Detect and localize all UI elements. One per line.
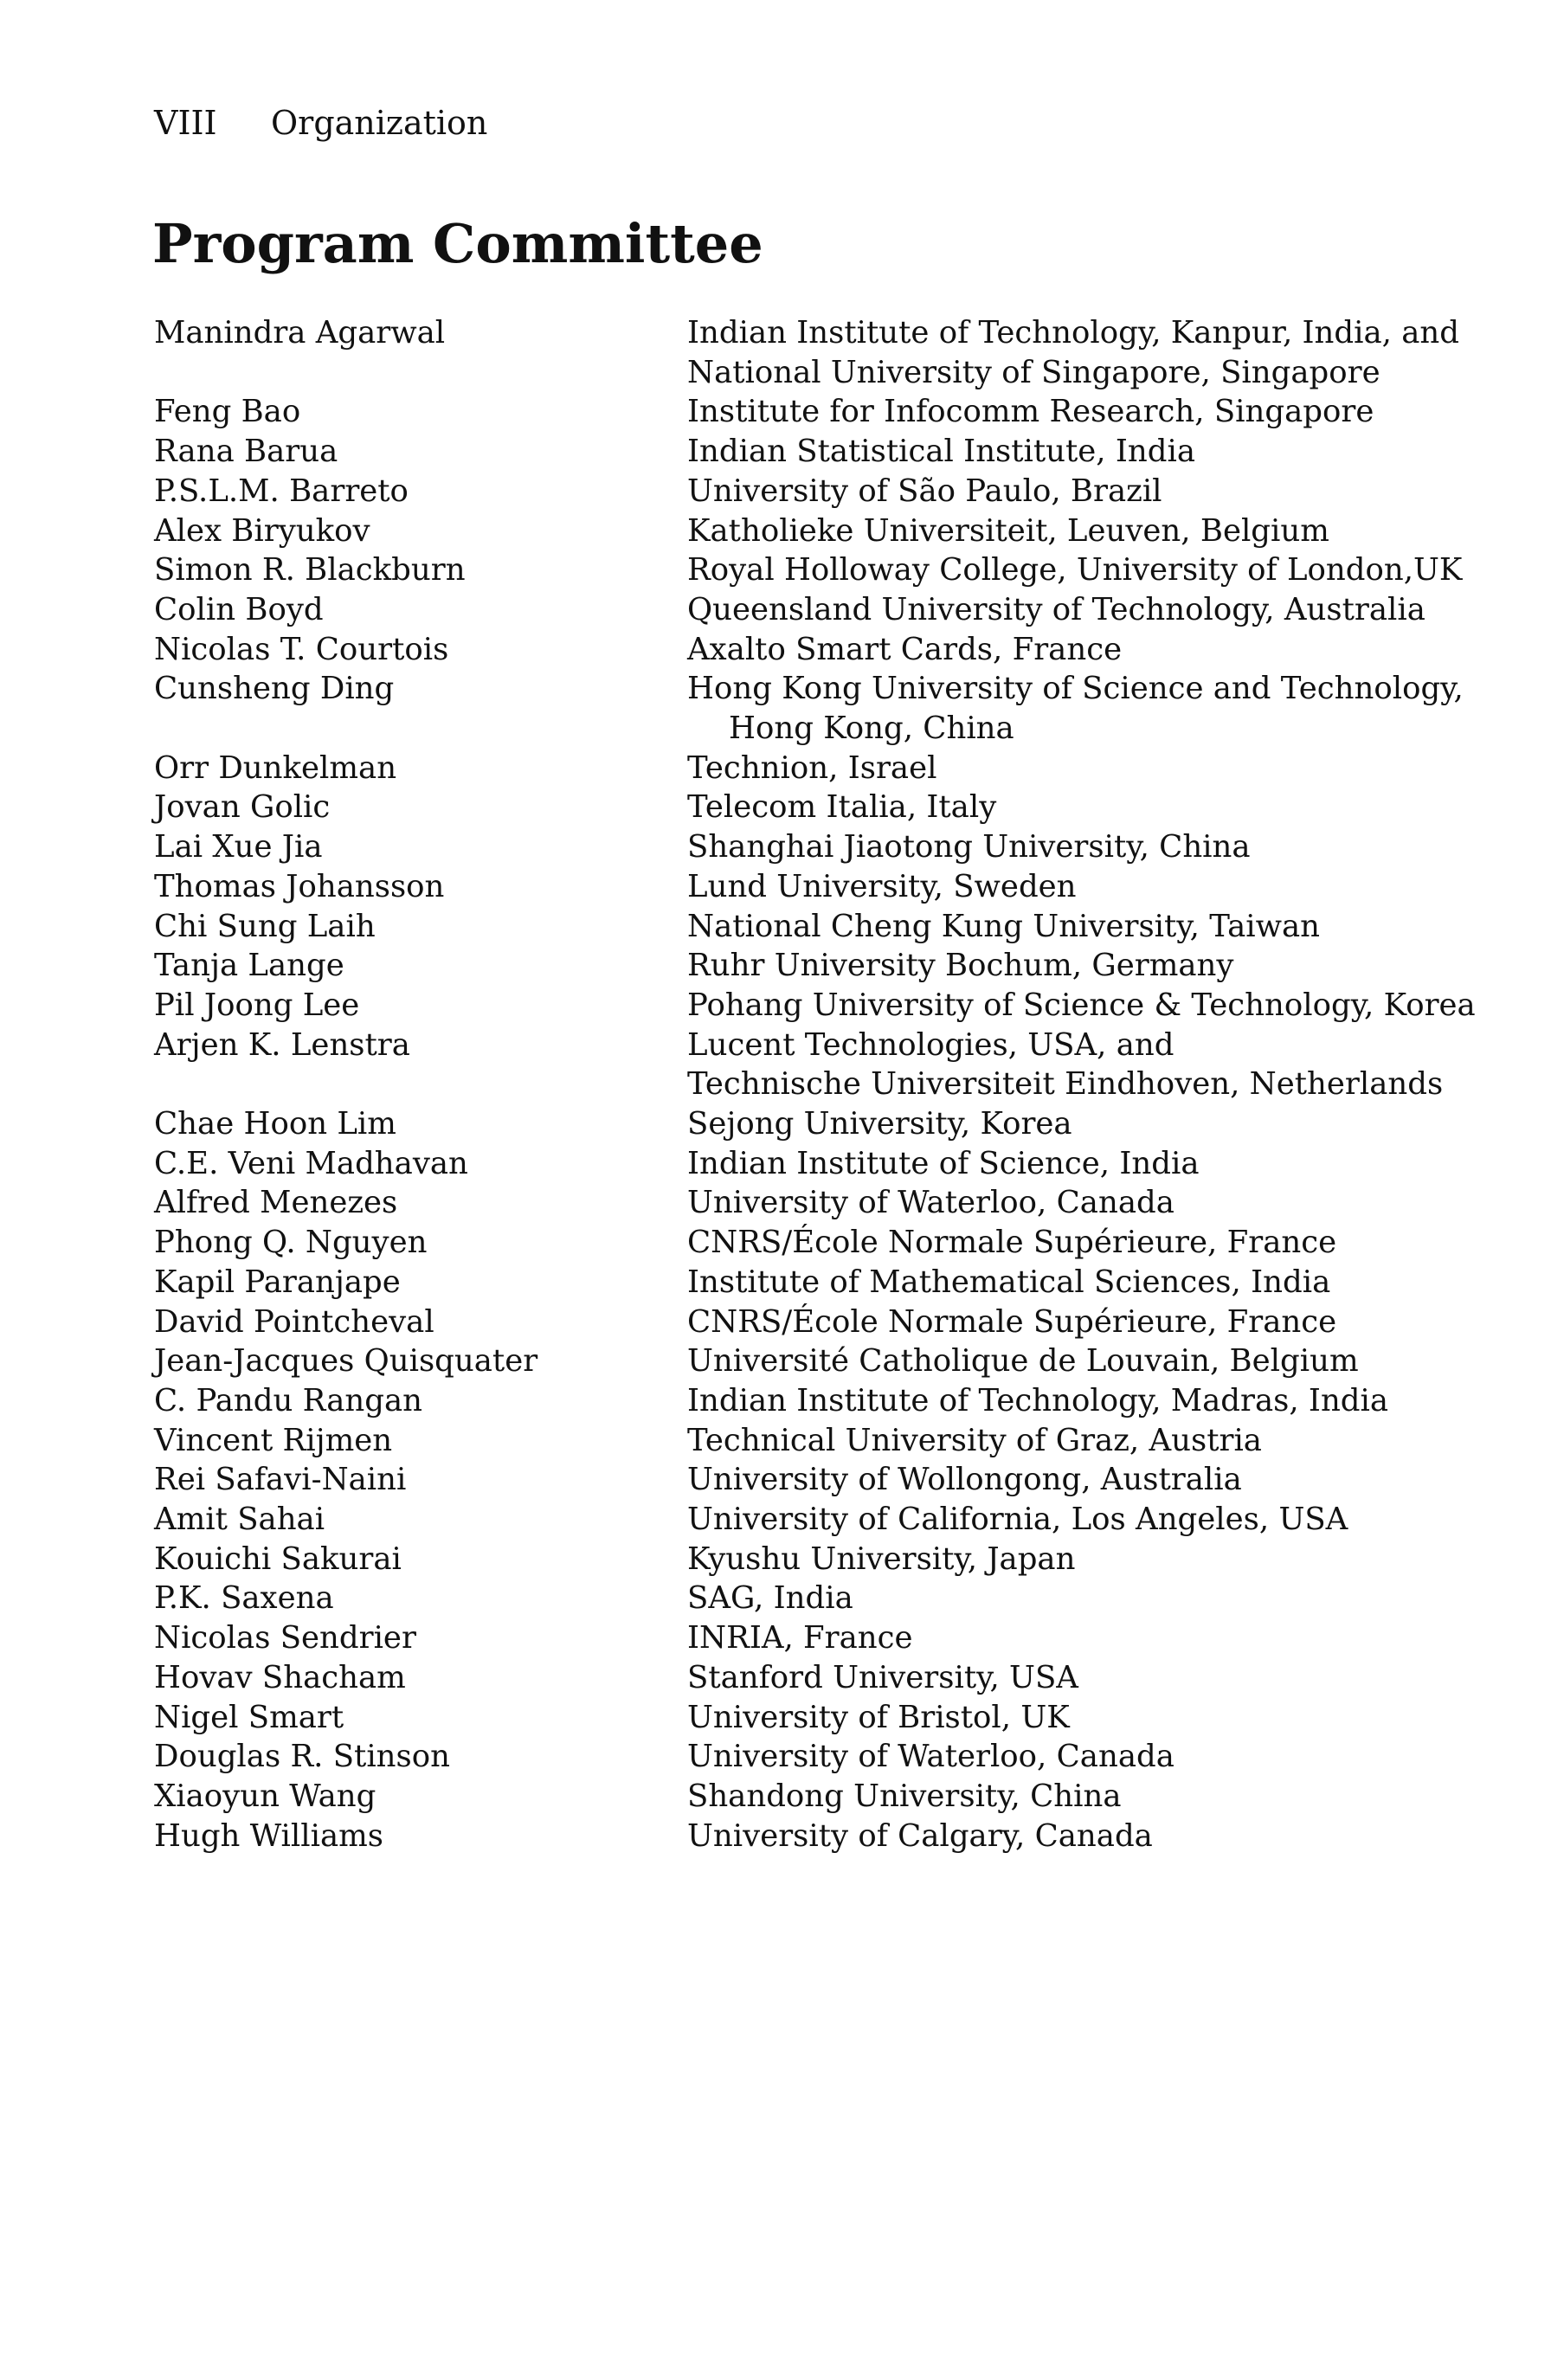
member-name: Thomas Johansson — [154, 868, 445, 904]
affiliation-line: Ruhr University Bochum, Germany — [687, 948, 1234, 984]
member-affiliation — [687, 432, 1195, 472]
affiliation-line: Hong Kong, China — [729, 710, 1014, 746]
member-name: Lai Xue Jia — [154, 829, 323, 865]
affiliation-line: Shanghai Jiaotong University, China — [687, 829, 1251, 865]
member-affiliation — [687, 1263, 1330, 1303]
member-name: C.E. Veni Madhavan — [154, 1145, 468, 1181]
member-name: Colin Boyd — [154, 591, 324, 627]
member-name: Rana Barua — [154, 434, 338, 470]
running-title: Organization — [271, 104, 488, 142]
affiliation-line: University of São Paulo, Brazil — [687, 473, 1162, 509]
member-name: Pil Joong Lee — [154, 987, 360, 1023]
member-affiliation — [687, 1026, 1443, 1104]
member-affiliation — [687, 1183, 1175, 1223]
member-affiliation — [687, 1500, 1348, 1540]
member-name: Tanja Lange — [154, 948, 344, 984]
member-affiliation — [687, 630, 1122, 670]
member-name: Alex Biryukov — [154, 512, 370, 549]
affiliation-line: Lucent Technologies, USA, and — [687, 1026, 1175, 1063]
member-affiliation — [687, 788, 996, 827]
affiliation-line: University of Wollongong, Australia — [687, 1462, 1242, 1498]
member-name: Feng Bao — [154, 394, 301, 430]
member-name: Jean-Jacques Quisquater — [154, 1343, 538, 1380]
member-name: Douglas R. Stinson — [154, 1739, 450, 1775]
affiliation-line: Technical University of Graz, Austria — [687, 1422, 1262, 1458]
affiliation-line: Katholieke Universiteit, Leuven, Belgium — [687, 512, 1329, 549]
affiliation-line: National University of Singapore, Singapore — [687, 354, 1380, 390]
member-name: Simon R. Blackburn — [154, 552, 466, 589]
affiliation-line: Indian Institute of Science, India — [687, 1145, 1200, 1181]
member-affiliation — [687, 1104, 1072, 1144]
affiliation-line: Royal Holloway College, University of London,UK — [687, 552, 1463, 589]
member-name: Kapil Paranjape — [154, 1264, 401, 1300]
member-name: Hugh Williams — [154, 1817, 384, 1854]
affiliation-line: Université Catholique de Louvain, Belgium — [687, 1343, 1359, 1380]
affiliation-line: Queensland University of Technology, Australia — [687, 591, 1426, 627]
running-head — [154, 102, 487, 144]
member-name: Amit Sahai — [154, 1502, 325, 1537]
member-name: Kouichi Sakurai — [154, 1541, 402, 1577]
affiliation-line: National Cheng Kung University, Taiwan — [687, 908, 1321, 944]
member-affiliation — [687, 907, 1320, 947]
member-affiliation — [687, 749, 936, 788]
member-affiliation — [687, 1698, 1070, 1738]
affiliation-line: Sejong University, Korea — [687, 1106, 1072, 1142]
member-affiliation — [687, 1381, 1388, 1421]
member-affiliation — [687, 669, 1464, 748]
member-name: Phong Q. Nguyen — [154, 1225, 428, 1261]
affiliation-line: Pohang University of Science & Technology, Korea — [687, 987, 1476, 1023]
member-name: Hovav Shacham — [154, 1659, 406, 1695]
member-name: Manindra Agarwal — [154, 315, 446, 351]
affiliation-line: Indian Statistical Institute, India — [687, 434, 1195, 470]
member-affiliation — [687, 511, 1329, 551]
member-name: Chae Hoon Lim — [154, 1106, 396, 1142]
member-affiliation — [687, 867, 1077, 907]
affiliation-line: University of California, Los Angeles, USA — [687, 1502, 1348, 1537]
member-name: Jovan Golic — [154, 789, 331, 826]
member-name: Alfred Menezes — [154, 1185, 398, 1221]
affiliation-line: Telecom Italia, Italy — [687, 789, 997, 826]
member-affiliation — [687, 313, 1459, 392]
member-name: Orr Dunkelman — [154, 749, 397, 786]
member-affiliation — [687, 1777, 1122, 1817]
affiliation-line: Axalto Smart Cards, France — [687, 631, 1123, 667]
affiliation-line: Indian Institute of Technology, Kanpur, India, and — [687, 315, 1459, 351]
affiliation-line: University of Bristol, UK — [687, 1699, 1070, 1735]
affiliation-line: Kyushu University, Japan — [687, 1541, 1076, 1577]
member-affiliation — [687, 1421, 1262, 1461]
affiliation-line: University of Calgary, Canada — [687, 1817, 1153, 1854]
member-affiliation — [687, 1144, 1200, 1184]
member-name: Rei Safavi-Naini — [154, 1462, 407, 1498]
member-affiliation — [687, 1737, 1175, 1777]
member-name: David Pointcheval — [154, 1303, 434, 1340]
affiliation-line: CNRS/École Normale Supérieure, France — [687, 1225, 1337, 1261]
member-affiliation — [687, 1460, 1242, 1500]
affiliation-line: Institute of Mathematical Sciences, India — [687, 1264, 1331, 1300]
affiliation-line: Institute for Infocomm Research, Singapore — [687, 394, 1374, 430]
affiliation-line: University of Waterloo, Canada — [687, 1185, 1175, 1221]
member-affiliation — [687, 1303, 1336, 1342]
member-affiliation — [687, 1618, 913, 1658]
member-name: Xiaoyun Wang — [154, 1778, 376, 1814]
affiliation-line: INRIA, France — [687, 1620, 913, 1656]
member-affiliation — [687, 827, 1251, 867]
affiliation-line: SAG, India — [687, 1580, 853, 1617]
affiliation-line: Lund University, Sweden — [687, 868, 1077, 904]
member-name: Nicolas Sendrier — [154, 1620, 416, 1656]
member-name: C. Pandu Rangan — [154, 1382, 422, 1418]
affiliation-line: Shandong University, China — [687, 1778, 1122, 1814]
member-name: Cunsheng Ding — [154, 671, 395, 707]
member-affiliation — [687, 472, 1162, 511]
member-affiliation — [687, 1223, 1336, 1263]
affiliation-line: University of Waterloo, Canada — [687, 1739, 1175, 1775]
member-affiliation — [687, 1579, 853, 1618]
member-affiliation — [687, 392, 1374, 432]
member-affiliation — [687, 1817, 1153, 1856]
affiliation-line: Technische Universiteit Eindhoven, Netherlands — [687, 1066, 1444, 1103]
member-name: Vincent Rijmen — [154, 1422, 393, 1458]
member-affiliation — [687, 946, 1233, 986]
member-affiliation — [687, 590, 1426, 630]
section-title: Program Committee — [152, 212, 763, 275]
affiliation-line: Stanford University, USA — [687, 1659, 1078, 1695]
member-name: P.S.L.M. Barreto — [154, 473, 409, 509]
member-name: Arjen K. Lenstra — [154, 1026, 410, 1063]
member-affiliation — [687, 1658, 1078, 1698]
affiliation-line: Indian Institute of Technology, Madras, India — [687, 1382, 1389, 1418]
member-name: Nigel Smart — [154, 1699, 344, 1735]
page-number: VIII — [154, 104, 217, 142]
affiliation-line: Hong Kong University of Science and Technology, — [687, 671, 1464, 707]
member-name: Chi Sung Laih — [154, 908, 376, 944]
affiliation-line: Technion, Israel — [687, 749, 937, 786]
member-affiliation — [687, 1540, 1075, 1579]
member-affiliation — [687, 1341, 1359, 1381]
member-name: Nicolas T. Courtois — [154, 631, 449, 667]
affiliation-line: CNRS/École Normale Supérieure, France — [687, 1303, 1337, 1340]
member-name: P.K. Saxena — [154, 1580, 334, 1617]
member-affiliation — [687, 550, 1462, 590]
member-affiliation — [687, 986, 1476, 1026]
